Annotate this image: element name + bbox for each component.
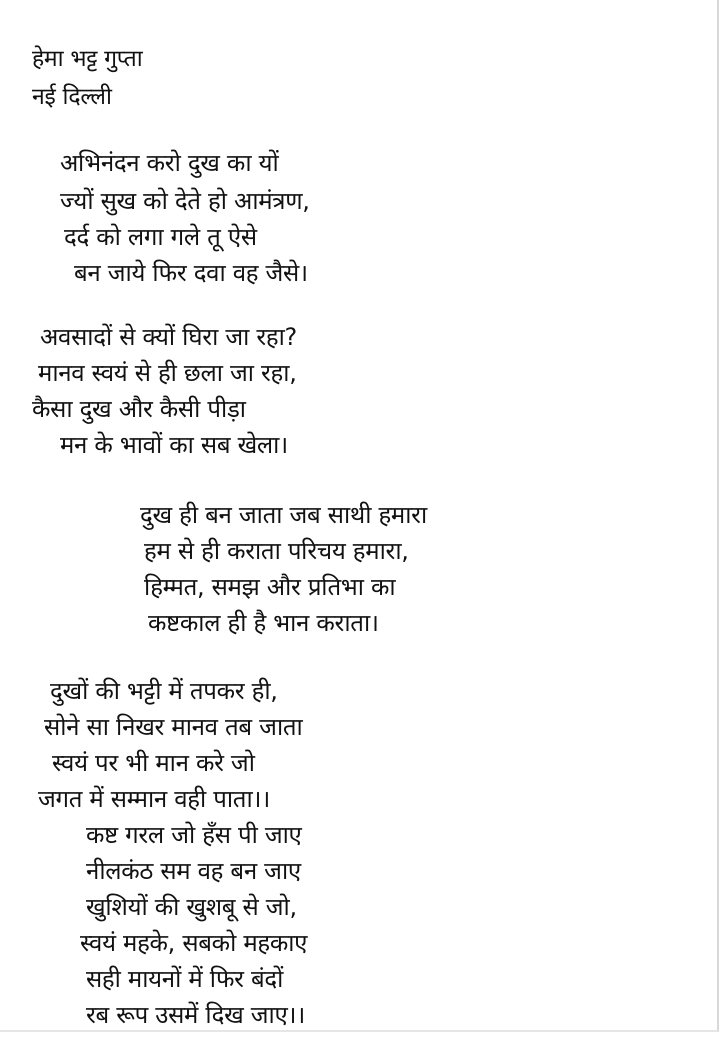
poem-line: खुशियों की खुशबू से जो,	[86, 893, 297, 921]
poem-line: अवसादों से क्यों घिरा जा रहा?	[40, 323, 297, 351]
poem-line: जगत में सम्मान वही पाता।।	[38, 785, 270, 813]
poem-line: स्वयं पर भी मान करे जो	[52, 749, 255, 777]
poem-line: हिम्मत, समझ और प्रतिभा का	[144, 573, 396, 601]
poem-line: नीलकंठ सम वह बन जाए	[86, 857, 301, 885]
poem-line: दुख ही बन जाता जब साथी हमारा	[140, 501, 427, 529]
poem-line: सही मायनों में फिर बंदों	[86, 965, 284, 993]
poem-line: अभिनंदन करो दुख का यों	[60, 149, 279, 177]
poem-line: बन जाये फिर दवा वह जैसे।	[74, 259, 308, 287]
author-city: नई दिल्ली	[32, 84, 112, 110]
poem-line: दुखों की भट्टी में तपकर ही,	[50, 677, 278, 705]
author-name: हेमा भट्ट गुप्ता	[32, 46, 143, 72]
poem-line: कष्ट गरल जो हँस पी जाए	[86, 821, 302, 849]
poem-line: कैसा दुख और कैसी पीड़ा	[32, 395, 246, 423]
poem-line: कष्टकाल ही है भान कराता।	[148, 609, 379, 637]
poem-line: स्वयं महके, सबको महकाए	[80, 929, 308, 957]
poem-line: दर्द को लगा गले तू ऐसे	[64, 223, 257, 251]
poem-line: ज्यों सुख को देते हो आमंत्रण,	[60, 187, 310, 215]
poem-line: रब रूप उसमें दिख जाए।।	[86, 1001, 306, 1029]
poem-line: मन के भावों का सब खेला।	[60, 431, 288, 459]
poem-line: सोने सा निखर मानव तब जाता	[44, 713, 303, 741]
poem-line: मानव स्वयं से ही छला जा रहा,	[38, 359, 297, 387]
poem-line: हम से ही कराता परिचय हमारा,	[144, 537, 409, 565]
